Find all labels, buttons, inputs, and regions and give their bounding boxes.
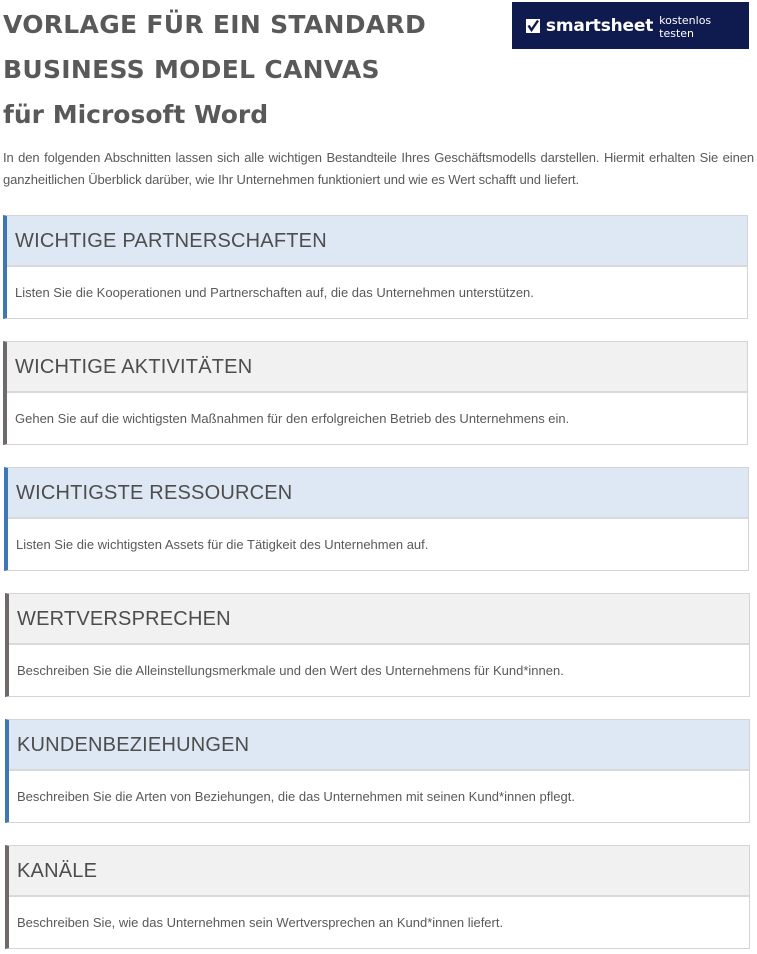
page-title — [3, 2, 426, 137]
section-channels — [5, 845, 750, 949]
section-header — [9, 594, 749, 645]
section-header — [7, 342, 747, 393]
section-description[interactable]: Listen Sie die Kooperationen und Partnerschaften auf, die das Unternehmen unterstützen. — [15, 285, 534, 300]
section-title: KANÄLE — [17, 859, 98, 882]
section-key-activities — [3, 341, 748, 445]
smartsheet-trial-banner[interactable] — [512, 2, 749, 49]
section-key-partnerships — [3, 215, 748, 319]
section-header — [9, 720, 749, 771]
title-subtitle: für Microsoft Word — [3, 100, 269, 129]
section-key-resources — [4, 467, 749, 571]
section-description[interactable]: Listen Sie die wichtigsten Assets für die Tätigkeit des Unternehmen auf. — [16, 537, 429, 552]
section-description[interactable]: Beschreiben Sie die Arten von Beziehungen, die das Unternehmen mit seinen Kund*innen pflegt. — [17, 789, 575, 804]
title-line-1: VORLAGE FÜR EIN STANDARD — [3, 10, 427, 39]
logo-cta: kostenlos testen — [659, 14, 712, 40]
section-header — [7, 216, 747, 267]
section-title: WICHTIGE AKTIVITÄTEN — [15, 355, 253, 378]
checkbox-check-icon — [526, 19, 540, 33]
section-value-propositions — [5, 593, 750, 697]
section-description[interactable]: Gehen Sie auf die wichtigsten Maßnahmen für den erfolgreichen Betrieb des Unternehmens ein. — [15, 411, 570, 426]
intro-paragraph: In den folgenden Abschnitten lassen sich alle wichtigen Bestandteile Ihres Geschäftsmodells darstellen. Hiermit erhalten Sie einen ganzheitlichen Überblick darüber, wie Ihr Unternehmen funktioniert und wie es Wert schafft und liefert. — [3, 150, 754, 187]
section-header — [8, 468, 748, 519]
section-title: KUNDENBEZIEHUNGEN — [17, 733, 250, 756]
section-header — [9, 846, 749, 897]
logo-brand: smartsheet — [545, 15, 654, 36]
section-customer-relationships — [5, 719, 750, 823]
section-description[interactable]: Beschreiben Sie die Alleinstellungsmerkmale und den Wert des Unternehmens für Kund*innen. — [17, 663, 564, 678]
section-description[interactable]: Beschreiben Sie, wie das Unternehmen sein Wertversprechen an Kund*innen liefert. — [17, 915, 504, 930]
title-line-2: BUSINESS MODEL CANVAS — [3, 55, 380, 84]
section-title: WICHTIGSTE RESSOURCEN — [16, 481, 293, 504]
section-title: WICHTIGE PARTNERSCHAFTEN — [15, 229, 327, 252]
section-title: WERTVERSPRECHEN — [17, 607, 231, 630]
